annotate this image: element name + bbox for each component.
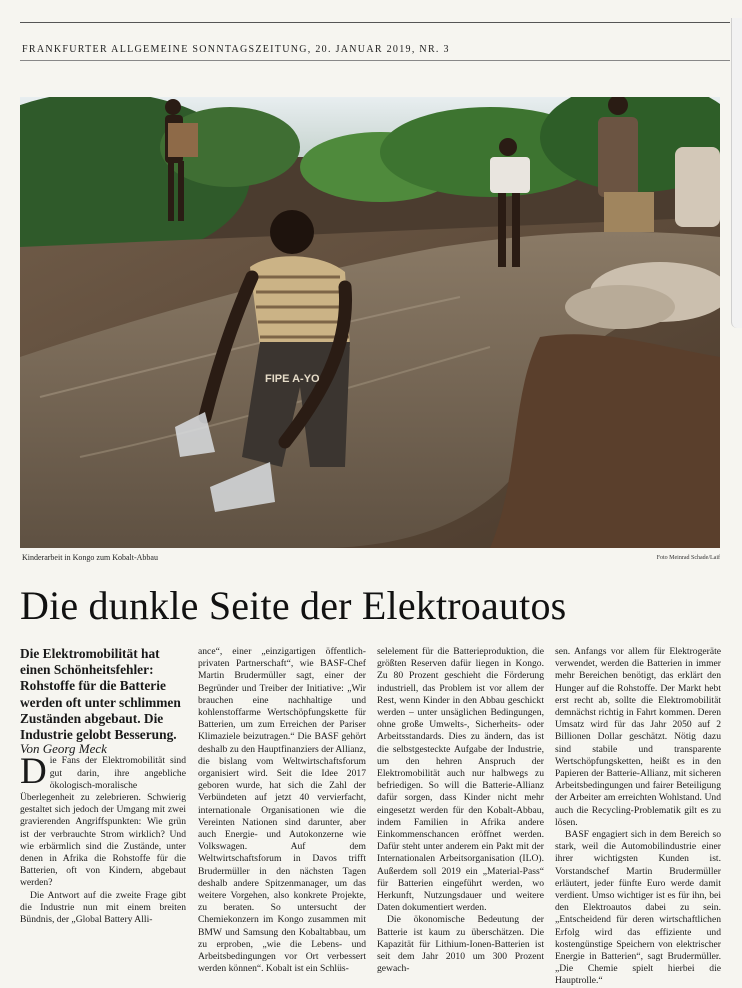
photo-caption: Kinderarbeit in Kongo zum Kobalt-Abbau: [22, 553, 158, 562]
column-3: [377, 646, 544, 975]
shirt-print: FIPE A-YO: [265, 373, 320, 385]
paragraph: sen. Anfangs vor allem für Elektrogeräte verwendet, werden die Batterien in immer mehr Bereichen benötigt, das erklärt den Hunger auf die Rohstoffe. Der Markt hebt erst recht ab, sollte die Elektromobilität demnächst richtig in Fahrt kommen. Deren Umsatz wird für das Jahr 2050 auf 2 Billionen Dollar geschätzt. Nötig dazu sind stabile und transparente Wertschöpfungsketten, heißt es in den Papieren der Batterie-Allianz, mit sicheren Arbeitsbedingungen und fairer Beteiligung der Arbeiter am erreichten Wohlstand. Und auch die Recycling-Problematik gilt es zu lösen.: [555, 646, 721, 828]
drop-cap: D: [20, 751, 47, 793]
photo-credit: Foto Meinrad Schade/Laif: [656, 555, 720, 561]
headline: Die dunkle Seite der Elektroautos: [20, 583, 567, 628]
masthead-rule: [20, 60, 730, 61]
paragraph: Die Antwort auf die zweite Frage gibt die Industrie nun mit einem breiten Bündnis, der „Global Battery Alli-: [20, 889, 186, 926]
masthead: FRANKFURTER ALLGEMEINE SONNTAGSZEITUNG, 20. JANUAR 2019, NR. 3: [22, 44, 450, 55]
byline: Von Georg Meck: [20, 741, 107, 757]
dek: Die Elektromobilität hat einen Schönheitsfehler: Rohstoffe für die Batterie werden oft unter schlimmen Zuständen abgebaut. Die Industrie gelobt Besserung.: [20, 646, 181, 743]
column-2: [198, 646, 366, 975]
cover-photo: [20, 97, 720, 548]
paragraph: ance“, einer „einzigartigen öffentlich-privaten Partnerschaft“, wie BASF-Chef Martin Brudermüller sagt, einer der Begründer und Treiber der Initiative: „Wir brauchen eine nachhaltige und kohlenstoffarme Wertschöpfungskette für Batterien, um zum Erreichen der Pariser Klimaziele beizutragen.“ Die BASF gehört deshalb zu den Hauptfinanziers der Allianz, die bislang vom Weltwirtschaftsforum organisiert wird. Seit die Idee 2017 geboren wurde, hat sich die Zahl der Verbündeten auf jetzt 40 vervierfacht, internationale Organisationen wie die Vereinten Nationen sind darunter, aber auch Energie- und Autokonzerne wie Volkswagen. Auf dem Weltwirtschaftsforum in Davos trifft Brudermüller in den nächsten Tagen deshalb andere Spitzenmanager, um das weitere Vorgehen, also konkrete Projekte, zu beraten. So untersucht der Chemiekonzern im Kongo zusammen mit BMW und Samsung den Kobaltabbau, um zu erproben, „wie die Lebens- und Arbeitsbedingungen vor Ort verbessert werden können“. Kobalt ist ein Schlüs-: [198, 646, 366, 975]
scrollbar[interactable]: [731, 18, 742, 328]
paragraph-text: ie Fans der Elektromobilität sind gut darin, ihre angebliche ökologisch-moralische Überlegenheit zu zelebrieren. Schwierig gestaltet sich jedoch der Umgang mit zwei gravierenden Angriffspunkten: Wie grün ist der verbrauchte Strom wirklich? Und wie erbärmlich sind die Zustände, unter denen in Afrika die Rohstoffe für die Batterien, oft von Kindern, abgebaut werden?: [20, 755, 186, 889]
paragraph: BASF engagiert sich in dem Bereich so stark, weil die Automobilindustrie einer ihrer wichtigsten Kunden ist. Vorstandschef Martin Brudermüller erläutert, jeder fünfte Euro werde damit verdient. Umso wichtiger ist es für ihn, bei den Elektroautos dabei zu sein. „Entscheidend für deren wirtschaftlichen Erfolg wird das effiziente und kostengünstige Speichern von elektrischer Energie in Batterien“, sagt Brudermüller. „Die Chemie spielt hierbei die Hauptrolle.“: [555, 829, 721, 987]
top-rule: [20, 22, 730, 23]
paragraph: Die ökonomische Bedeutung der Batterie ist kaum zu überschätzen. Die Kapazität für Lithium-Ionen-Batterien ist seit dem Jahr 2010 um 300 Prozent gewach-: [377, 914, 544, 975]
column-1: [20, 646, 186, 926]
paragraph: selelement für die Batterieproduktion, die größten Reserven dafür liegen in Kongo. Zu 80 Prozent geschieht die Förderung industriell, das Problem ist vor allem der Rest, wenn Kinder in den Abbau geschickt werden – unter unsäglichen Bedingungen, ohne große Umwelts-, Sicherheits- oder Arbeitsstandards. Dies zu ändern, das ist die selbstgesteckte Aufgabe der Industrie, um den hehren Anspruch der Elektromobilität auch nur halbwegs zu befriedigen. So will die Batterie-Allianz dafür sorgen, dass Kinder nicht mehr eingesetzt werden für den Kobalt-Abbau, indem Familien in Afrika andere Einkommenschancen eröffnet werden. Dafür steht unter anderem ein Pakt mit der Internationalen Arbeitsorganisation (ILO). Außerdem soll 2019 ein „Material-Pass“ für Batterien eingeführt werden, wo Herkunft, Nutzungsdauer und weitere Daten dokumentiert werden.: [377, 646, 544, 914]
paragraph: [20, 751, 186, 889]
column-4: [555, 646, 721, 988]
